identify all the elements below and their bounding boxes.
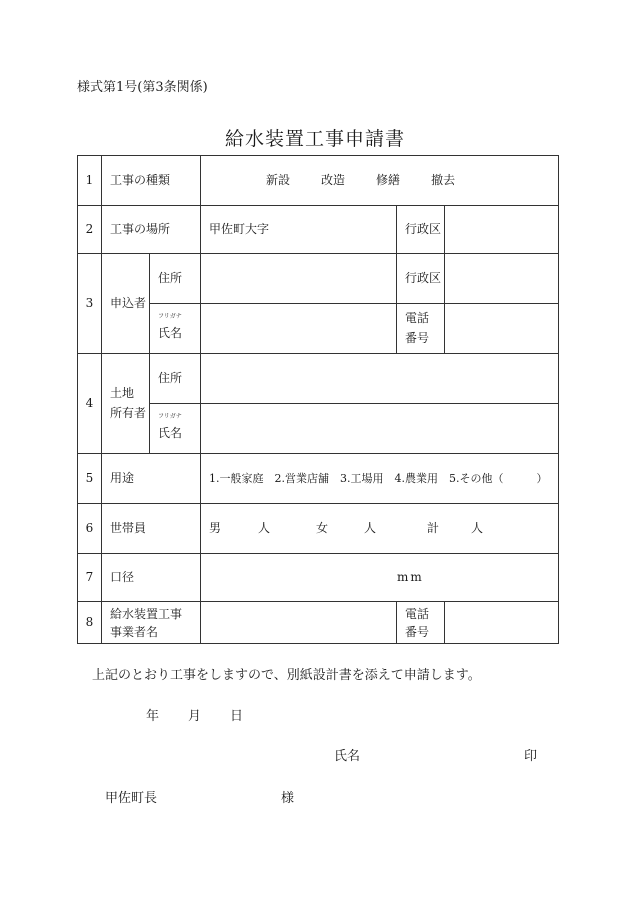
row-construction-type — [78, 156, 559, 206]
male-unit: 人 — [258, 520, 271, 535]
row-number: 5 — [78, 454, 102, 504]
landowner-address-label: 住所 — [150, 354, 201, 404]
row-number: 8 — [78, 602, 102, 644]
form-number-label: 様式第1号(第3条関係) — [77, 80, 208, 95]
row-household — [78, 504, 559, 554]
furigana-label: フリガナ — [158, 312, 182, 320]
form-title: 給水装置工事申請書 — [224, 128, 405, 150]
date-line[interactable] — [146, 705, 243, 724]
female-unit: 人 — [364, 520, 377, 535]
option-modify[interactable]: 改造 — [321, 172, 346, 187]
diameter-field[interactable]: mm — [201, 554, 559, 602]
district-field[interactable] — [445, 206, 559, 254]
construction-site-field[interactable]: 甲佐町大字 — [201, 206, 397, 254]
applicant-phone-field[interactable] — [445, 304, 559, 354]
applicant-name-label — [150, 304, 201, 354]
seal-mark: 印 — [524, 749, 538, 764]
contractor-phone-label: 電話 番号 — [397, 602, 445, 644]
applicant-district-field[interactable] — [445, 254, 559, 304]
total-label: 計 — [427, 520, 440, 535]
row-applicant-address — [78, 254, 559, 304]
row-number: 2 — [78, 206, 102, 254]
month-label: 月 — [188, 709, 202, 724]
contractor-label: 給水装置工事 事業者名 — [102, 602, 201, 644]
construction-site-label: 工事の場所 — [102, 206, 201, 254]
applicant-address-label: 住所 — [150, 254, 201, 304]
option-new[interactable]: 新設 — [266, 172, 291, 187]
applicant-address-field[interactable] — [201, 254, 397, 304]
construction-type-label: 工事の種類 — [102, 156, 201, 206]
addressee-mayor: 甲佐町長 — [105, 791, 158, 806]
landowner-name-field[interactable] — [201, 404, 559, 454]
usage-label: 用途 — [102, 454, 201, 504]
usage-options[interactable]: 1.一般家庭 2.営業店舗 3.工場用 4.農業用 5.その他（ ） — [201, 454, 559, 504]
construction-type-options — [201, 156, 559, 206]
applicant-name-field[interactable] — [201, 304, 397, 354]
option-repair[interactable]: 修繕 — [376, 172, 401, 187]
total-unit: 人 — [471, 520, 484, 535]
household-field[interactable] — [201, 504, 559, 554]
landowner-address-field[interactable] — [201, 354, 559, 404]
row-number: 1 — [78, 156, 102, 206]
diameter-label: 口径 — [102, 554, 201, 602]
female-label: 女 — [316, 520, 329, 535]
contractor-field[interactable] — [201, 602, 397, 644]
landowner-label: 土地 所有者 — [102, 354, 150, 454]
addressee-honorific: 様 — [281, 791, 295, 806]
day-label: 日 — [230, 709, 244, 724]
application-statement: 上記のとおり工事をしますので、別紙設計書を添えて申請します。 — [92, 668, 481, 683]
district-label: 行政区 — [397, 206, 445, 254]
signature-name-label: 氏名 — [334, 749, 361, 764]
row-usage — [78, 454, 559, 504]
row-number: 3 — [78, 254, 102, 354]
year-label: 年 — [146, 709, 160, 724]
household-label: 世帯員 — [102, 504, 201, 554]
row-applicant-name — [78, 304, 559, 354]
furigana-label: フリガナ — [158, 412, 182, 420]
row-number: 7 — [78, 554, 102, 602]
row-diameter — [78, 554, 559, 602]
row-contractor — [78, 602, 559, 644]
landowner-name-label — [150, 404, 201, 454]
row-construction-site — [78, 206, 559, 254]
row-landowner-name — [78, 404, 559, 454]
name-label: 氏名 — [158, 425, 183, 440]
application-table — [77, 155, 559, 644]
contractor-phone-field[interactable] — [445, 602, 559, 644]
applicant-label: 申込者 — [102, 254, 150, 354]
name-label: 氏名 — [158, 325, 183, 340]
applicant-phone-label: 電話 番号 — [397, 304, 445, 354]
male-label: 男 — [209, 520, 222, 535]
row-landowner-address — [78, 354, 559, 404]
row-number: 4 — [78, 354, 102, 454]
row-number: 6 — [78, 504, 102, 554]
option-removal[interactable]: 撤去 — [431, 172, 456, 187]
applicant-district-label: 行政区 — [397, 254, 445, 304]
